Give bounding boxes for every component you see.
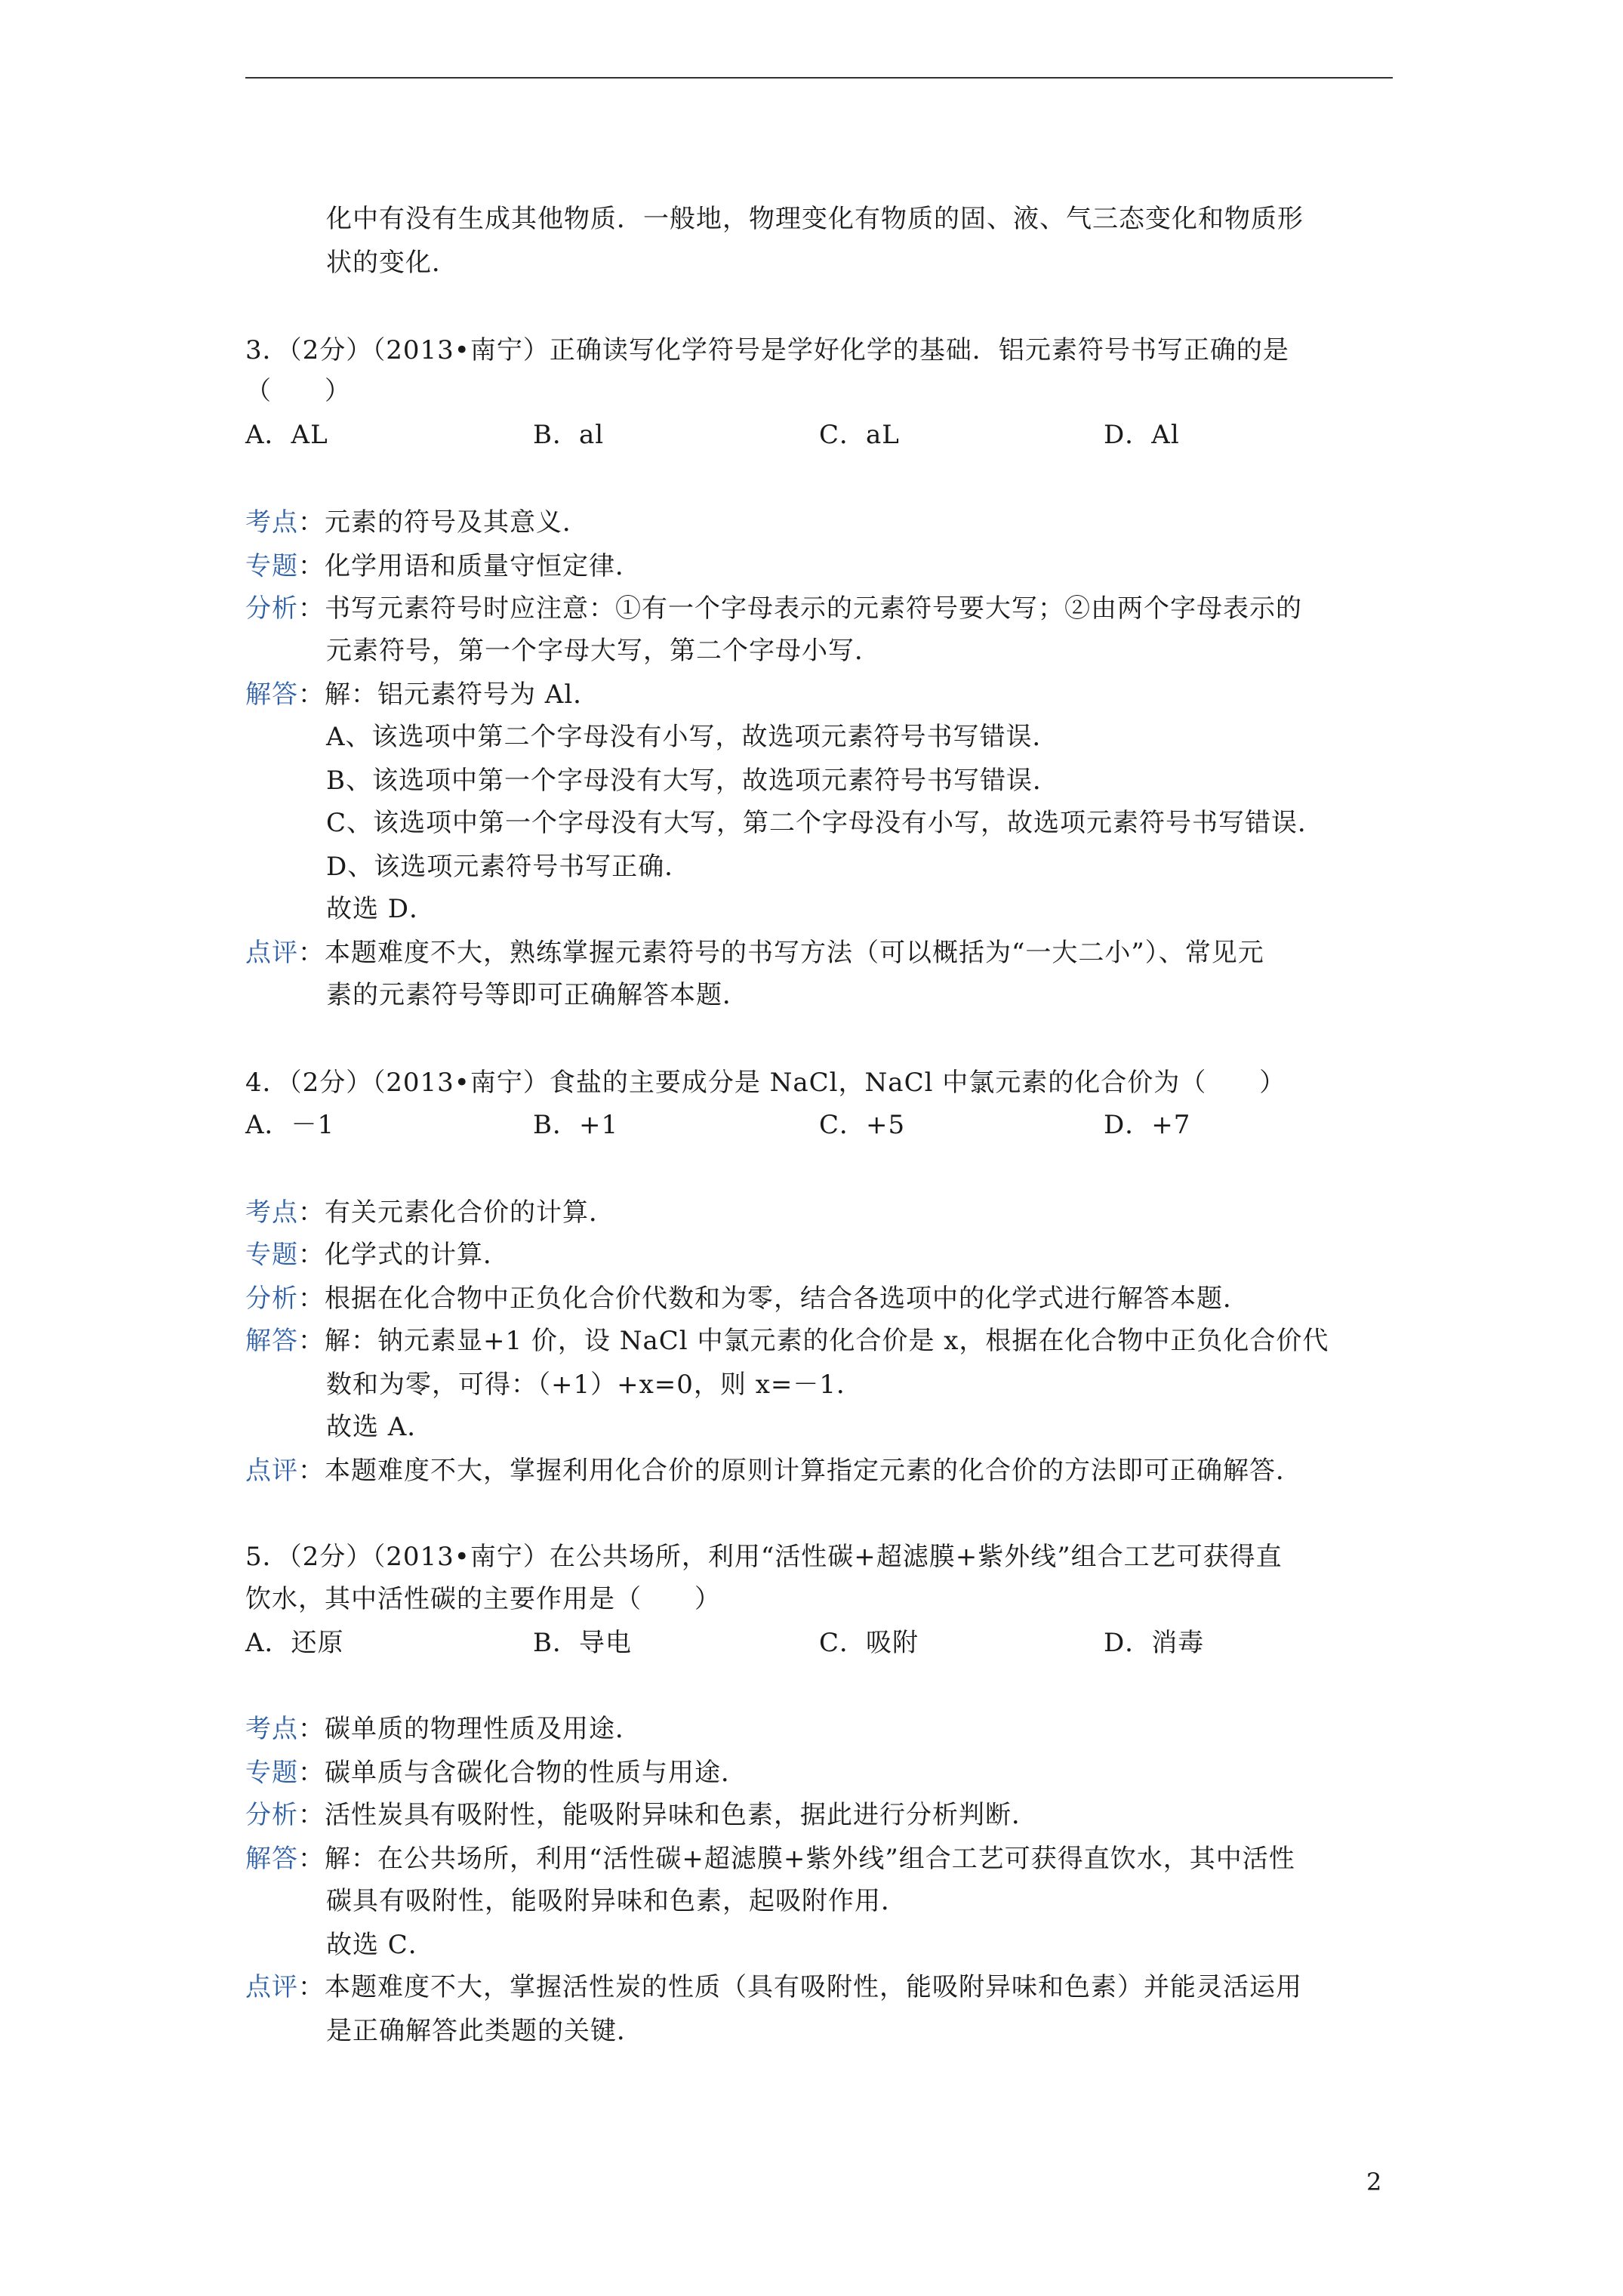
dianping-text: 素的元素符号等即可正确解答本题． — [326, 980, 749, 1010]
dianping-text: ：本题难度不大，掌握利用化合价的原则计算指定元素的化合价的方法即可正确解答． — [298, 1456, 1302, 1486]
dianping-label: 点评 — [245, 1456, 298, 1486]
fenxi-text: ：书写元素符号时应注意：①有一个字母表示的元素符号要大写；②由两个字母表示的 — [298, 593, 1302, 624]
jieda-text: 故选 D． — [326, 894, 436, 924]
fenxi-row — [245, 1282, 1249, 1315]
option-c: C．吸附 — [819, 1628, 919, 1658]
dianping-text: 是正确解答此类题的关键． — [326, 2016, 643, 2046]
zhuanti-row — [245, 1238, 510, 1271]
question-4-stem: 4．（2分）（2013•南宁）食盐的主要成分是 NaCl，NaCl 中氯元素的化合价为（ ） — [245, 1068, 1286, 1098]
kaodian-label: 考点 — [245, 507, 298, 538]
option-d: D．消毒 — [1104, 1628, 1205, 1658]
question-3-stem: 3．（2分）（2013•南宁）正确读写化学符号是学好化学的基础．铝元素符号书写正确的是 — [245, 335, 1289, 365]
question-5-stem: 5．（2分）（2013•南宁）在公共场所，利用“活性碳+超滤膜+紫外线”组合工艺可获得直 — [245, 1542, 1283, 1572]
kaodian-label: 考点 — [245, 1714, 298, 1744]
zhuanti-label: 专题 — [245, 1758, 298, 1788]
jieda-label: 解答 — [245, 680, 298, 710]
option-a: A．AL — [245, 420, 328, 450]
zhuanti-row — [245, 1756, 747, 1789]
jieda-row — [245, 1842, 1295, 1875]
kaodian-text: ：有关元素化合价的计算． — [298, 1197, 615, 1228]
kaodian-text: ：碳单质的物理性质及用途． — [298, 1714, 642, 1744]
dianping-text: ：本题难度不大，掌握活性炭的性质（具有吸附性，能吸附异味和色素）并能灵活运用 — [298, 1972, 1302, 2002]
dianping-label: 点评 — [245, 938, 298, 968]
dianping-text: ：本题难度不大，熟练掌握元素符号的书写方法（可以概括为“一大二小”）、常见元 — [298, 938, 1264, 968]
jieda-row — [245, 1324, 1329, 1358]
zhuanti-text: ：化学式的计算． — [298, 1240, 510, 1270]
zhuanti-label: 专题 — [245, 551, 298, 581]
jieda-text: ：解：铝元素符号为 Al． — [298, 680, 600, 710]
fenxi-row — [245, 1798, 1038, 1832]
jieda-text: ：解：钠元素显+1 价，设 NaCl 中氯元素的化合价是 x，根据在化合物中正负化合价代 — [298, 1326, 1329, 1356]
jieda-text: C、该选项中第一个字母没有大写，第二个字母没有小写，故选项元素符号书写错误． — [326, 808, 1325, 838]
intro-line: 状的变化． — [326, 248, 458, 278]
dianping-label: 点评 — [245, 1972, 298, 2002]
option-c: C．aL — [819, 420, 900, 450]
jieda-text: 数和为零，可得：（+1）+x=0，则 x=－1． — [326, 1370, 864, 1400]
zhuanti-text: ：化学用语和质量守恒定律． — [298, 551, 642, 581]
jieda-text: 故选 A． — [326, 1412, 434, 1442]
fenxi-text: 元素符号，第一个字母大写，第二个字母小写． — [326, 636, 881, 666]
question-5-stem: 饮水，其中活性碳的主要作用是（ ） — [245, 1584, 721, 1614]
kaodian-text: ：元素的符号及其意义． — [298, 507, 589, 538]
zhuanti-text: ：碳单质与含碳化合物的性质与用途． — [298, 1758, 747, 1788]
dianping-row — [245, 1971, 1302, 2004]
page-number: 2 — [1366, 2168, 1382, 2196]
option-d: D．+7 — [1104, 1110, 1191, 1140]
question-3-stem: （ ） — [245, 376, 351, 406]
fenxi-row — [245, 592, 1302, 625]
jieda-text: ：解：在公共场所，利用“活性碳+超滤膜+紫外线”组合工艺可获得直饮水，其中活性 — [298, 1844, 1295, 1874]
zhuanti-label: 专题 — [245, 1240, 298, 1270]
jieda-text: 碳具有吸附性，能吸附异味和色素，起吸附作用． — [326, 1886, 907, 1916]
fenxi-label: 分析 — [245, 1284, 298, 1314]
zhuanti-row — [245, 550, 642, 583]
jieda-text: D、该选项元素符号书写正确． — [326, 852, 691, 882]
kaodian-row — [245, 506, 589, 539]
header-rule — [245, 77, 1393, 79]
fenxi-label: 分析 — [245, 1800, 298, 1830]
jieda-label: 解答 — [245, 1326, 298, 1356]
jieda-row — [245, 678, 599, 711]
option-b: B．导电 — [533, 1628, 632, 1658]
option-a: A．－1 — [245, 1110, 335, 1140]
option-b: B．+1 — [533, 1110, 619, 1140]
jieda-text: A、该选项中第二个字母没有小写，故选项元素符号书写错误． — [326, 722, 1059, 752]
fenxi-text: ：根据在化合物中正负化合价代数和为零，结合各选项中的化学式进行解答本题． — [298, 1284, 1249, 1314]
kaodian-row — [245, 1196, 615, 1229]
jieda-label: 解答 — [245, 1844, 298, 1874]
option-b: B．al — [533, 420, 605, 450]
fenxi-text: ：活性炭具有吸附性，能吸附异味和色素，据此进行分析判断． — [298, 1800, 1038, 1830]
dianping-row — [245, 936, 1264, 969]
jieda-text: B、该选项中第一个字母没有大写，故选项元素符号书写错误． — [326, 766, 1059, 796]
option-a: A．还原 — [245, 1628, 344, 1658]
fenxi-label: 分析 — [245, 593, 298, 624]
dianping-row — [245, 1454, 1302, 1487]
intro-line: 化中有没有生成其他物质．一般地，物理变化有物质的固、液、气三态变化和物质形 — [326, 204, 1304, 234]
jieda-text: 故选 C． — [326, 1930, 435, 1960]
kaodian-row — [245, 1712, 642, 1746]
option-d: D．Al — [1104, 420, 1180, 450]
option-c: C．+5 — [819, 1110, 906, 1140]
kaodian-label: 考点 — [245, 1197, 298, 1228]
